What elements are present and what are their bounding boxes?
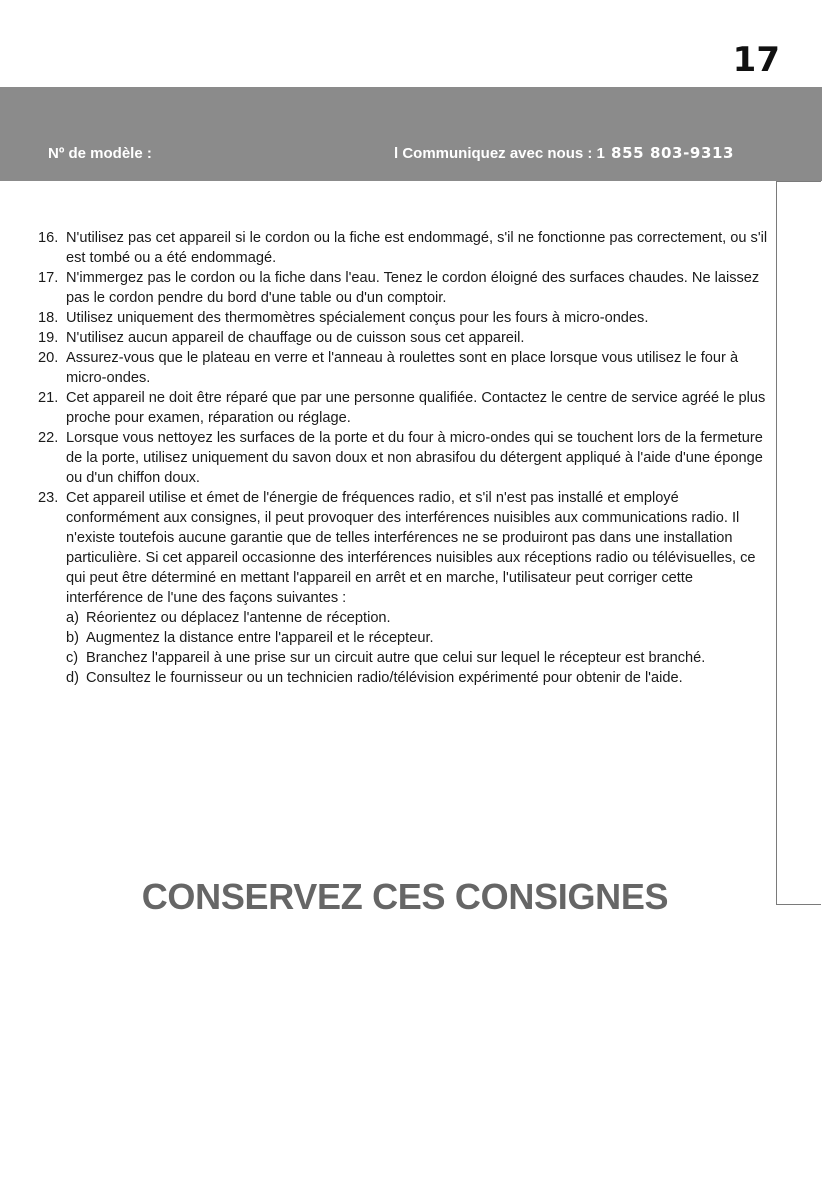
sub-list-item xyxy=(38,648,770,668)
sub-item-letter: c) xyxy=(66,650,79,666)
sub-item-text: Augmentez la distance entre l'appareil et le récepteur. xyxy=(86,630,434,646)
sub-list-item xyxy=(38,608,770,628)
sub-item-letter: a) xyxy=(66,610,79,626)
instructions-list xyxy=(38,228,770,688)
list-item xyxy=(38,348,770,388)
item-text: Cet appareil ne doit être réparé que par une personne qualifiée. Contactez le centre de service agréé le plus proche pour examen, réparation ou réglage. xyxy=(66,390,766,426)
list-item xyxy=(38,428,770,488)
item-text: N'utilisez aucun appareil de chauffage ou de cuisson sous cet appareil. xyxy=(66,330,525,346)
header-band xyxy=(0,87,822,181)
footer-title: CONSERVEZ CES CONSIGNES xyxy=(141,876,669,917)
item-number: 17. xyxy=(38,270,59,286)
phone-number: 855 803-9313 xyxy=(611,144,735,162)
item-number: 16. xyxy=(38,230,59,246)
item-number: 23. xyxy=(38,490,59,506)
sub-item-letter: b) xyxy=(66,630,79,646)
sub-item-letter: d) xyxy=(66,670,79,686)
item-number: 21. xyxy=(38,390,59,406)
item-text: Lorsque vous nettoyez les surfaces de la porte et du four à micro-ondes qui se touchent lors de la fermeture de la porte, utilisez uniquement du savon doux et non abrasifou du détergent appliqué à l'aide d'une éponge ou d'un chiffon doux. xyxy=(66,430,763,486)
sub-item-text: Réorientez ou déplacez l'antenne de réception. xyxy=(86,610,391,626)
sub-item-text: Branchez l'appareil à une prise sur un circuit autre que celui sur lequel le récepteur est branché. xyxy=(86,650,706,666)
list-item xyxy=(38,268,770,308)
contact-label: l Communiquez avec nous : 1 xyxy=(394,145,605,162)
list-item xyxy=(38,308,770,328)
item-text: N'utilisez pas cet appareil si le cordon ou la fiche est endommagé, s'il ne fonctionne pas correctement, ou s'il est tombé ou a été endommagé. xyxy=(66,230,768,266)
item-number: 22. xyxy=(38,430,59,446)
list-item xyxy=(38,228,770,268)
side-tab xyxy=(776,181,821,905)
item-number: 18. xyxy=(38,310,59,326)
item-text: Utilisez uniquement des thermomètres spécialement conçus pour les fours à micro-ondes. xyxy=(66,310,649,326)
item-text: N'immergez pas le cordon ou la fiche dans l'eau. Tenez le cordon éloigné des surfaces chaudes. Ne laissez pas le cordon pendre du bord d'une table ou d'un comptoir. xyxy=(66,270,760,306)
sub-list-item xyxy=(38,628,770,648)
item-number: 19. xyxy=(38,330,59,346)
item-text: Assurez-vous que le plateau en verre et l'anneau à roulettes sont en place lorsque vous utilisez le four à micro-ondes. xyxy=(66,350,739,386)
model-number-label: Nº de modèle : xyxy=(48,145,152,162)
contact-info xyxy=(394,144,734,162)
list-item xyxy=(38,328,770,348)
item-number: 20. xyxy=(38,350,59,366)
sub-list-item xyxy=(38,668,770,688)
list-item xyxy=(38,388,770,428)
item-text: Cet appareil utilise et émet de l'énergie de fréquences radio, et s'il n'est pas installé et employé conformément aux consignes, il peut provoquer des interférences nuisibles aux communications radio. Il n'existe toutefois aucune garantie que de telles interférences ne se produiront pas dans une installation particulière. Si cet appareil occasionne des interférences nuisibles aux réceptions radio ou télévisuelles, ce qui peut être déterminé en mettant l'appareil en arrêt et en marche, l'utilisateur peut corriger cette interférence de l'une des façons suivantes : xyxy=(66,490,756,606)
list-item xyxy=(38,488,770,608)
page-number: 17 xyxy=(732,40,780,80)
sub-item-text: Consultez le fournisseur ou un technicien radio/télévision expérimenté pour obtenir de l'aide. xyxy=(86,670,683,686)
